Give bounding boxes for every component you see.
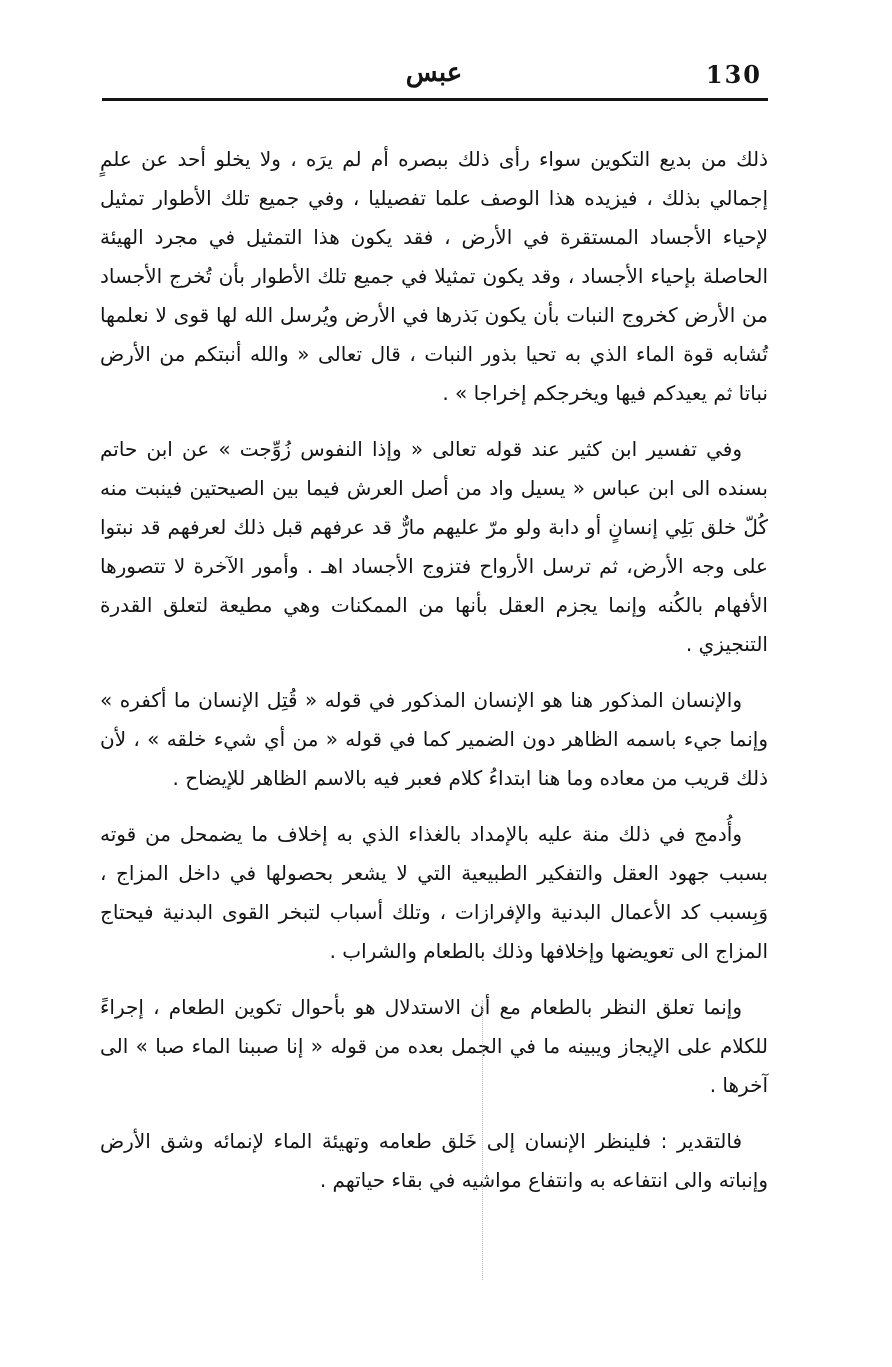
header-rule	[102, 98, 768, 101]
paragraph: وفي تفسير ابن كثير عند قوله تعالى « وإذا النفوس زُوِّجت » عن ابن حاتم بسنده الى ابن عباس « يسيل واد من أصل العرش فيما بين الصيحتين فينبت منه كُلّ خلق بَلِي إنسانٍ أو دابة ولو مرّ عليهم مارٌّ قد عرفهم قبل ذلك لعرفهم قد نبتوا على وجه الأرض، ثم ترسل الأرواح فتزوج الأجساد اهـ . وأمور الآخرة لا تتصورها الأفهام بالكُنه وإنما يجزم العقل بأنها من الممكنات وهي مطيعة لتعلق القدرة التنجيزي .	[100, 437, 768, 656]
binding-crease-mark	[482, 1000, 483, 1280]
running-title: عبس	[405, 58, 463, 88]
paragraph: ذلك من بديع التكوين سواء رأى ذلك ببصره أم لم يرَه ، ولا يخلو أحد عن علمٍ إجمالي بذلك ، فيزيده هذا الوصف علما تفصيليا ، وفي جميع تلك الأطوار تمثيل لإحياء الأجساد المستقرة في الأرض ، فقد يكون هذا التمثيل في مجرد الهيئة الحاصلة بإحياء الأجساد ، وقد يكون تمثيلا في جميع تلك الأطوار بأن تُخرج الأجساد من الأرض كخروج النبات بأن يكون بَذرها في الأرض ويُرسل الله لها قوى لا نعلمها تُشابه قوة الماء الذي به تحيا بذور النبات ، قال تعالى « والله أنبتكم من الأرض نباتا ثم يعيدكم فيها ويخرجكم إخراجا » .	[100, 147, 768, 405]
page-number: 130	[705, 60, 762, 89]
paragraph: وأُدمج في ذلك منة عليه بالإمداد بالغذاء الذي به إخلاف ما يضمحل من قوته بسبب جهود العقل والتفكير الطبيعية التي لا يشعر بحصولها في داخل المزاج ، وَبِسبب كد الأعمال البدنية والإفرازات ، وتلك أسباب لتبخر القوى البدنية فيحتاج المزاج الى تعويضها وإخلافها وذلك بالطعام والشراب .	[100, 822, 768, 963]
paragraph: وإنما تعلق النظر بالطعام مع أن الاستدلال هو بأحوال تكوين الطعام ، إجراءً للكلام على الإيجاز ويبينه ما في الجمل بعده من قوله « إنا صببنا الماء صبا » الى آخرها .	[100, 995, 768, 1097]
page-body	[100, 140, 768, 1217]
paragraph: فالتقدير : فلينظر الإنسان إلى خَلق طعامه وتهيئة الماء لإنمائه وشق الأرض وإنباته والى انتفاعه به وانتفاع مواشيه في بقاء حياتهم .	[100, 1129, 768, 1192]
paragraph: والإنسان المذكور هنا هو الإنسان المذكور في قوله « قُتِل الإنسان ما أكفره » وإنما جيء باسمه الظاهر دون الضمير كما في قوله « من أي شيء خلقه » ، لأن ذلك قريب من معاده وما هنا ابتداءُ كلام فعبر فيه بالاسم الظاهر للإيضاح .	[100, 688, 768, 790]
page-header	[100, 58, 768, 98]
